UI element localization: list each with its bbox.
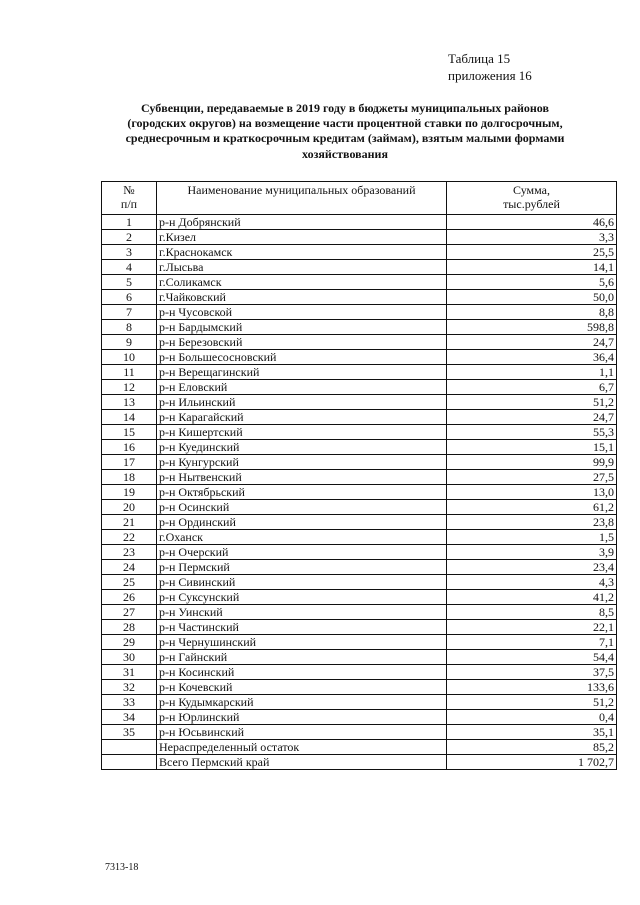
table-row — [102, 590, 617, 605]
row-sum: 99,9 — [447, 455, 617, 470]
table-row — [102, 605, 617, 620]
table-row — [102, 380, 617, 395]
row-sum: 15,1 — [447, 440, 617, 455]
row-name: р-н Уинский — [157, 605, 447, 620]
row-sum: 37,5 — [447, 665, 617, 680]
row-name: р-н Ильинский — [157, 395, 447, 410]
row-num: 7 — [102, 305, 157, 320]
row-name: р-н Кудымкарский — [157, 695, 447, 710]
row-name: р-н Карагайский — [157, 410, 447, 425]
row-num: 34 — [102, 710, 157, 725]
row-num: 8 — [102, 320, 157, 335]
row-name: р-н Березовский — [157, 335, 447, 350]
table-row — [102, 545, 617, 560]
row-num: 31 — [102, 665, 157, 680]
row-name: р-н Еловский — [157, 380, 447, 395]
unallocated-sum: 85,2 — [447, 740, 617, 755]
row-sum: 54,4 — [447, 650, 617, 665]
row-sum: 8,8 — [447, 305, 617, 320]
row-sum: 7,1 — [447, 635, 617, 650]
table-row — [102, 560, 617, 575]
table-row — [102, 275, 617, 290]
row-num: 19 — [102, 485, 157, 500]
row-name: р-н Кунгурский — [157, 455, 447, 470]
table-row — [102, 425, 617, 440]
row-sum: 51,2 — [447, 395, 617, 410]
row-name: р-н Очерский — [157, 545, 447, 560]
table-row — [102, 305, 617, 320]
table-row — [102, 245, 617, 260]
row-sum: 24,7 — [447, 335, 617, 350]
table-row — [102, 725, 617, 740]
row-name: г.Чайковский — [157, 290, 447, 305]
row-num: 25 — [102, 575, 157, 590]
table-row — [102, 410, 617, 425]
row-name: р-н Большесосновский — [157, 350, 447, 365]
table-row — [102, 470, 617, 485]
table-row — [102, 335, 617, 350]
subventions-table — [101, 181, 617, 770]
row-name: р-н Частинский — [157, 620, 447, 635]
total-row — [102, 755, 617, 770]
row-sum: 6,7 — [447, 380, 617, 395]
row-name: р-н Косинский — [157, 665, 447, 680]
header-sum: Сумма, тыс.рублей — [447, 182, 617, 215]
row-num: 33 — [102, 695, 157, 710]
document-code: 7313-18 — [105, 862, 139, 873]
table-row — [102, 230, 617, 245]
table-row — [102, 290, 617, 305]
row-sum: 1,5 — [447, 530, 617, 545]
row-num: 10 — [102, 350, 157, 365]
table-row — [102, 530, 617, 545]
row-name: р-н Кочевский — [157, 680, 447, 695]
table-row — [102, 485, 617, 500]
row-num: 29 — [102, 635, 157, 650]
table-row — [102, 350, 617, 365]
row-sum: 3,9 — [447, 545, 617, 560]
table-row — [102, 710, 617, 725]
row-name: р-н Бардымский — [157, 320, 447, 335]
row-sum: 22,1 — [447, 620, 617, 635]
row-name: р-н Чусовской — [157, 305, 447, 320]
title-line: (городских округов) на возмещение части процентной ставки по долгосрочным, — [127, 116, 563, 131]
table-row — [102, 695, 617, 710]
row-name: р-н Юсьвинский — [157, 725, 447, 740]
row-num: 20 — [102, 500, 157, 515]
row-name: р-н Юрлинский — [157, 710, 447, 725]
row-name: р-н Кишертский — [157, 425, 447, 440]
table-row — [102, 395, 617, 410]
table-row — [102, 455, 617, 470]
table-header-row — [102, 182, 617, 215]
row-num: 3 — [102, 245, 157, 260]
row-num: 12 — [102, 380, 157, 395]
row-sum: 46,6 — [447, 215, 617, 230]
row-num: 14 — [102, 410, 157, 425]
row-sum: 598,8 — [447, 320, 617, 335]
row-name: р-н Сивинский — [157, 575, 447, 590]
row-sum: 8,5 — [447, 605, 617, 620]
row-name: г.Краснокамск — [157, 245, 447, 260]
unallocated-label: Нераспределенный остаток — [157, 740, 447, 755]
table-ref-line1: Таблица 15 — [448, 51, 511, 66]
row-sum: 50,0 — [447, 290, 617, 305]
row-num: 28 — [102, 620, 157, 635]
row-sum: 133,6 — [447, 680, 617, 695]
row-num: 35 — [102, 725, 157, 740]
title-line: хозяйствования — [302, 146, 388, 161]
row-num: 11 — [102, 365, 157, 380]
row-sum: 1,1 — [447, 365, 617, 380]
row-name: р-н Октябрьский — [157, 485, 447, 500]
table-row — [102, 635, 617, 650]
row-name: р-н Пермский — [157, 560, 447, 575]
row-name: г.Лысьва — [157, 260, 447, 275]
table-row — [102, 575, 617, 590]
row-sum: 36,4 — [447, 350, 617, 365]
row-name: р-н Суксунский — [157, 590, 447, 605]
row-num: 16 — [102, 440, 157, 455]
table-row — [102, 620, 617, 635]
row-sum: 13,0 — [447, 485, 617, 500]
table-row — [102, 215, 617, 230]
row-num: 27 — [102, 605, 157, 620]
row-num: 13 — [102, 395, 157, 410]
row-name: г.Соликамск — [157, 275, 447, 290]
row-num: 21 — [102, 515, 157, 530]
row-num: 5 — [102, 275, 157, 290]
table-row — [102, 680, 617, 695]
row-sum: 14,1 — [447, 260, 617, 275]
row-sum: 55,3 — [447, 425, 617, 440]
row-sum: 23,4 — [447, 560, 617, 575]
row-num: 1 — [102, 215, 157, 230]
row-name: р-н Чернушинский — [157, 635, 447, 650]
row-sum: 61,2 — [447, 500, 617, 515]
row-name: р-н Осинский — [157, 500, 447, 515]
row-name: р-н Гайнский — [157, 650, 447, 665]
row-sum: 5,6 — [447, 275, 617, 290]
table-row — [102, 515, 617, 530]
row-num: 26 — [102, 590, 157, 605]
row-name: г.Оханск — [157, 530, 447, 545]
row-num: 23 — [102, 545, 157, 560]
row-num: 30 — [102, 650, 157, 665]
row-name: р-н Куединский — [157, 440, 447, 455]
document-title — [100, 101, 590, 162]
table-row — [102, 260, 617, 275]
row-num: 4 — [102, 260, 157, 275]
header-num: № п/п — [102, 182, 157, 215]
row-num: 32 — [102, 680, 157, 695]
row-sum: 51,2 — [447, 695, 617, 710]
row-sum: 41,2 — [447, 590, 617, 605]
row-name: р-н Верещагинский — [157, 365, 447, 380]
unallocated-row — [102, 740, 617, 755]
row-sum: 25,5 — [447, 245, 617, 260]
table-ref-line2: приложения 16 — [448, 68, 532, 83]
table-row — [102, 650, 617, 665]
header-name: Наименование муниципальных образований — [157, 182, 447, 215]
row-sum: 23,8 — [447, 515, 617, 530]
table-row — [102, 320, 617, 335]
total-sum: 1 702,7 — [447, 755, 617, 770]
row-num: 24 — [102, 560, 157, 575]
row-num: 9 — [102, 335, 157, 350]
row-sum: 27,5 — [447, 470, 617, 485]
row-num: 6 — [102, 290, 157, 305]
row-sum: 24,7 — [447, 410, 617, 425]
title-line: Субвенции, передаваемые в 2019 году в бюджеты муниципальных районов — [141, 101, 549, 115]
row-name: г.Кизел — [157, 230, 447, 245]
row-name: р-н Ординский — [157, 515, 447, 530]
table-row — [102, 440, 617, 455]
row-sum: 0,4 — [447, 710, 617, 725]
table-reference — [448, 50, 532, 84]
row-num: 2 — [102, 230, 157, 245]
row-sum: 3,3 — [447, 230, 617, 245]
row-name: р-н Добрянский — [157, 215, 447, 230]
row-sum: 4,3 — [447, 575, 617, 590]
row-num: 17 — [102, 455, 157, 470]
title-line: среднесрочным и краткосрочным кредитам (займам), взятым малыми формами — [125, 131, 565, 146]
row-num: 22 — [102, 530, 157, 545]
table-row — [102, 665, 617, 680]
table-row — [102, 500, 617, 515]
row-sum: 35,1 — [447, 725, 617, 740]
total-label: Всего Пермский край — [157, 755, 447, 770]
row-num: 18 — [102, 470, 157, 485]
row-name: р-н Нытвенский — [157, 470, 447, 485]
row-num: 15 — [102, 425, 157, 440]
table-row — [102, 365, 617, 380]
